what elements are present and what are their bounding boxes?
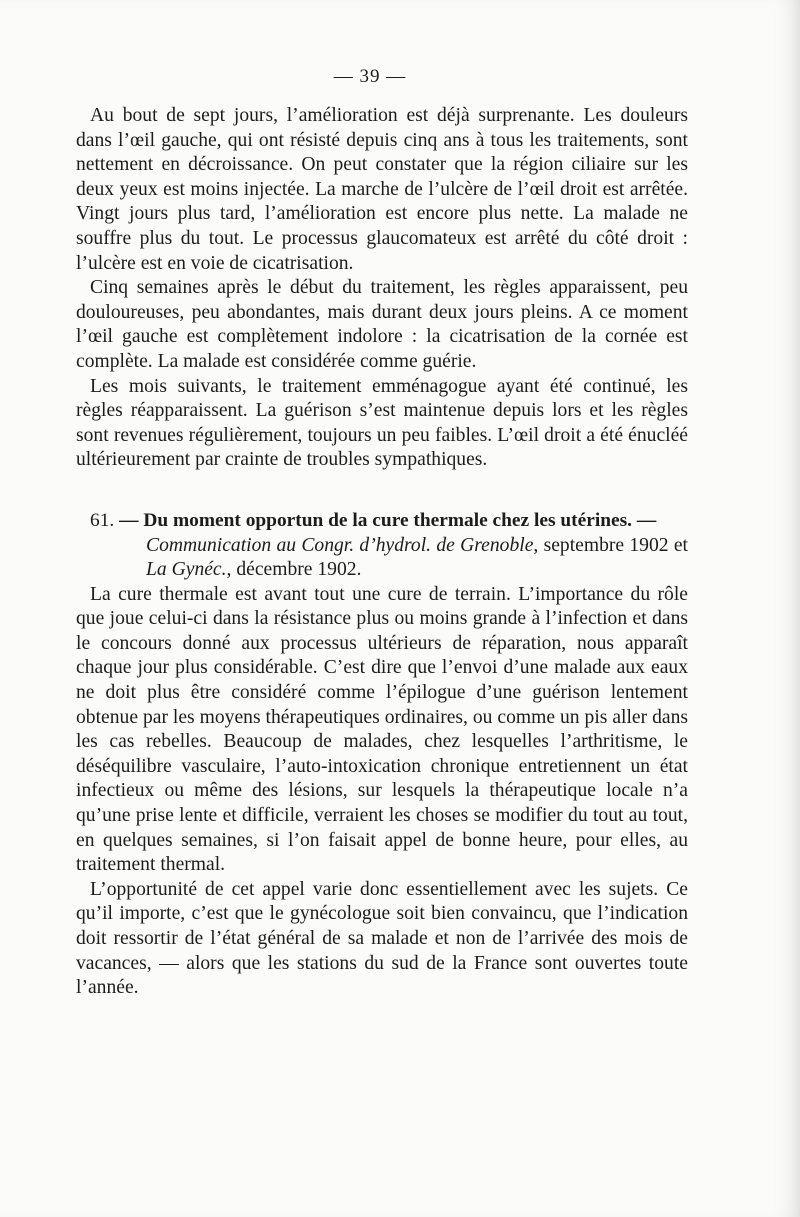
- case-paragraph-2: Cinq semaines après le début du traitement, les règles apparaissent, peu douloureuses, peu abondantes, mais durant deux jours pleins. A ce moment l’œil gauche est complètement indolore : la cicatrisation de la cornée est complète. La malade est considérée comme guérie.: [76, 277, 688, 372]
- case-paragraph-3: Les mois suivants, le traitement emménagogue ayant été continué, les règles réapparaissent. La guérison s’est maintenue depuis lors et les règles sont revenues régulièrement, toujours un peu faibles. L’œil droit a été énucléé ultérieurement par crainte de troubles sympathiques.: [76, 375, 688, 471]
- entry-title: Du moment opportun de la cure thermale chez les utérines. —: [143, 509, 657, 531]
- entry-dash: —: [119, 509, 139, 531]
- page-body: [76, 104, 688, 1001]
- entry-heading: [76, 509, 688, 534]
- entry-reference: [76, 534, 688, 583]
- reference-journal: La Gynéc.: [146, 559, 227, 581]
- entry-paragraph-2: L’opportunité de cet appel varie donc essentiellement avec les sujets. Ce qu’il importe, c’est que le gynécologue soit bien convaincu, que l’indication doit ressortir de l’état général de sa malade et non de l’arrivée des mois de vacances, — alors que les stations du sud de la France sont ouvertes toute l’année.: [76, 878, 688, 999]
- page-number: — 39 —: [333, 66, 407, 87]
- bibliography-entry-61: [76, 509, 688, 1001]
- reference-date-1: , septembre 1902 et: [533, 534, 688, 556]
- reference-date-2: , décembre 1902.: [226, 559, 362, 581]
- entry-number: 61.: [90, 509, 115, 531]
- case-paragraph-1: Au bout de sept jours, l’amélioration est déjà surprenante. Les douleurs dans l’œil gauche, qui ont résisté depuis cinq ans à tous les traitements, sont nettement en décroissance. On peut constater que la région ciliaire sur les deux yeux est moins injectée. La marche de l’ulcère de l’œil droit est arrêtée. Vingt jours plus tard, l’amélioration est encore plus nette. La malade ne souffre plus du tout. Le processus glaucomateux est arrêté du côté droit : l’ulcère est en voie de cicatrisation.: [76, 105, 688, 274]
- reference-congress: Communication au Congr. d’hydrol. de Grenoble: [146, 534, 534, 556]
- entry-paragraph-1: La cure thermale est avant tout une cure de terrain. L’importance du rôle que joue celui-ci dans la résistance plus ou moins grande à l’infection et dans le concours donné aux processus ultérieurs de réparation, nous apparaît chaque jour plus considérable. C’est dire que l’envoi d’une malade aux eaux ne doit plus être considéré comme l’épilogue d’une guérison lentement obtenue par les moyens thérapeutiques ordinaires, ou comme un pis aller dans les cas rebelles. Beaucoup de malades, chez lesquelles l’arthritisme, le déséquilibre vasculaire, l’auto-intoxication chronique entretiennent un état infectieux ou même des lésions, sur lesquels la thérapeutique locale n’a qu’une prise lente et difficile, verraient les choses se modifier du tout au tout, en quelques semaines, si l’on faisait appel de bonne heure, pour elles, au traitement thermal.: [76, 583, 688, 876]
